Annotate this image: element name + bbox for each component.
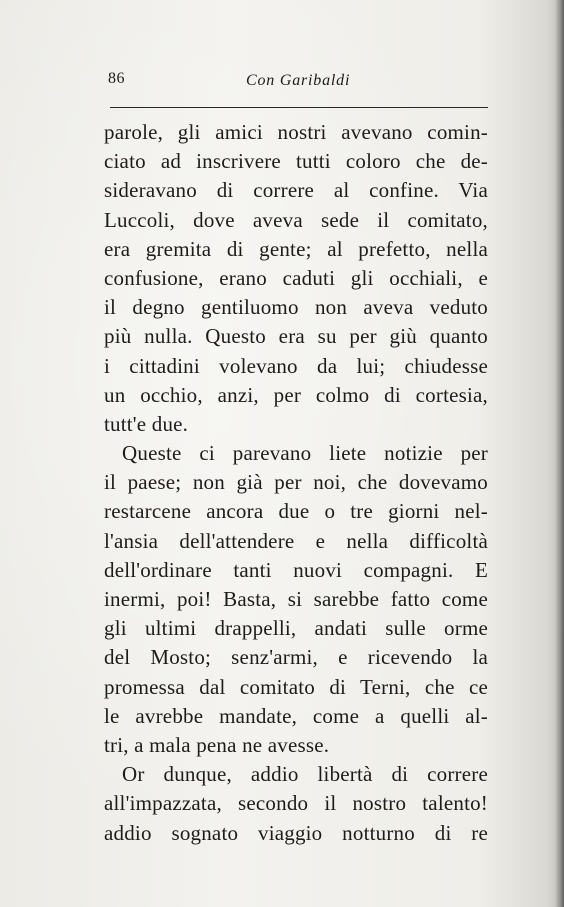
text-line: più nulla. Questo era su per giù quanto	[104, 324, 488, 349]
text-line: all'impazzata, secondo il nostro talento!	[104, 791, 488, 816]
paragraph-end-line: tutt'e due.	[104, 411, 189, 436]
text-line: un occhio, anzi, per colmo di cortesia,	[104, 382, 488, 407]
text-line: addio sognato viaggio notturno di re	[104, 820, 488, 845]
text-line: restarcene ancora due o tre giorni nel-	[104, 499, 488, 524]
text-line: era gremita di gente; al prefetto, nella	[104, 236, 488, 261]
paragraph-end-line: tri, a mala pena ne avesse.	[104, 732, 330, 757]
text-line: il paese; non già per noi, che dovevamo	[104, 470, 488, 495]
text-line: le avrebbe mandate, come a quelli al-	[104, 703, 488, 728]
text-line: confusione, erano caduti gli occhiali, e	[104, 265, 488, 290]
text-line: ciato ad inscrivere tutti coloro che de-	[104, 149, 488, 174]
text-line: sideravano di correre al confine. Via	[104, 178, 488, 203]
text-line: gli ultimi drappelli, andati sulle orme	[104, 616, 488, 641]
text-line: parole, gli amici nostri avevano comin-	[104, 120, 488, 144]
text-line: i cittadini volevano da lui; chiudesse	[104, 353, 488, 378]
text-line: dell'ordinare tanti nuovi compagni. E	[104, 557, 488, 582]
body-text	[104, 118, 488, 848]
paragraph-start-line: Or dunque, addio libertà di correre	[122, 762, 488, 787]
text-line: promessa dal comitato di Terni, che ce	[104, 674, 488, 699]
page-edge-shadow	[555, 0, 564, 907]
text-line: del Mosto; senz'armi, e ricevendo la	[104, 645, 488, 670]
running-title: Con Garibaldi	[246, 72, 351, 89]
page-header	[108, 70, 488, 94]
text-line: inermi, poi! Basta, si sarebbe fatto come	[104, 587, 488, 611]
text-line: il degno gentiluomo non aveva veduto	[104, 295, 488, 320]
paragraph-start-line: Queste ci parevano liete notizie per	[122, 441, 488, 466]
text-line: l'ansia dell'attendere e nella difficoltà	[104, 528, 488, 553]
header-rule	[110, 107, 488, 108]
text-line: Luccoli, dove aveva sede il comitato,	[104, 207, 488, 232]
page-number: 86	[108, 70, 125, 87]
